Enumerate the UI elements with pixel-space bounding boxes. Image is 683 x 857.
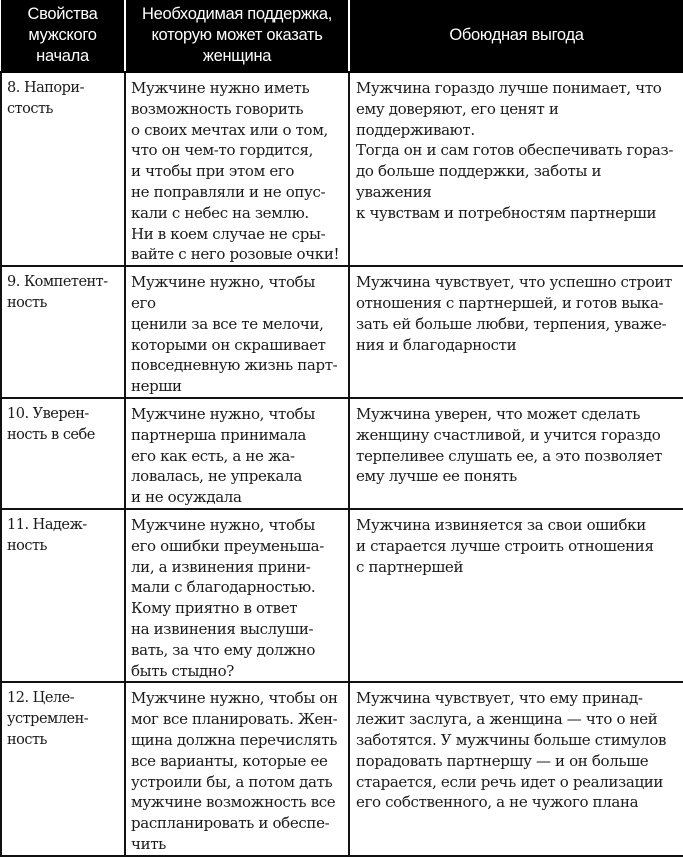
header-support: Необходимая поддержка, которую может оказать женщина — [125, 0, 349, 72]
support-cell: Мужчине нужно, чтобы его ценили за все те мелочи, которыми он скрашивает повседневную жизнь парт- нерши — [125, 266, 349, 398]
table-row — [1, 72, 683, 266]
header-quality: Свойства мужского начала — [1, 0, 125, 72]
table-row — [1, 266, 683, 398]
quality-cell: 10. Уверен- ность в себе — [1, 398, 125, 509]
quality-cell: 8. Напори- стость — [1, 72, 125, 266]
benefit-cell: Мужчина гораздо лучше понимает, что ему доверяют, его ценят и поддерживают. Тогда он и сам готов обеспечивать гораз- до больше поддержки, заботы и уважения к чувствам и потребностям партнерши — [349, 72, 683, 266]
header-benefit: Обоюдная выгода — [349, 0, 683, 72]
table-header-row — [1, 0, 683, 72]
quality-cell: 11. Надеж- ность — [1, 509, 125, 682]
table-row — [1, 509, 683, 682]
support-cell: Мужчине нужно иметь возможность говорить о своих мечтах или о том, что он чем-то гордится, и чтобы при этом его не поправляли и не опус- кали с небес на землю. Ни в коем случае не сры- вайте с него розовые очки! — [125, 72, 349, 266]
benefit-cell: Мужчина чувствует, что успешно строит отношения с партнершей, и готов выка- зать ей больше любви, терпения, уваже- ния и благодарности — [349, 266, 683, 398]
benefit-cell: Мужчина чувствует, что ему принад- лежит заслуга, а женщина — что о ней заботятся. У мужчины больше стимулов порадовать партнершу — и он больше старается, если речь идет о реализации его собственного, а не чужого плана — [349, 682, 683, 855]
support-cell: Мужчине нужно, чтобы он мог все планировать. Жен- щина должна перечислять все варианты, которые ее устроили бы, а потом дать мужчине возможность все распланировать и обеспе- чить — [125, 682, 349, 855]
quality-cell: 9. Компетент- ность — [1, 266, 125, 398]
support-cell: Мужчине нужно, чтобы партнерша принимала его как есть, а не жа- ловалась, не упрекала и не осуждала — [125, 398, 349, 509]
quality-cell: 12. Целе- устремлен- ность — [1, 682, 125, 855]
table-row — [1, 682, 683, 855]
support-cell: Мужчине нужно, чтобы его ошибки преуменьша- ли, а извинения прини- мали с благодарностью. Кому приятно в ответ на извинения выслуши- вать, за что ему должно быть стыдно? — [125, 509, 349, 682]
benefit-cell: Мужчина уверен, что может сделать женщину счастливой, и учится гораздо терпеливее слушать ее, а это позволяет ему лучше ее понять — [349, 398, 683, 509]
benefit-cell: Мужчина извиняется за свои ошибки и старается лучше строить отношения с партнершей — [349, 509, 683, 682]
table-row — [1, 398, 683, 509]
